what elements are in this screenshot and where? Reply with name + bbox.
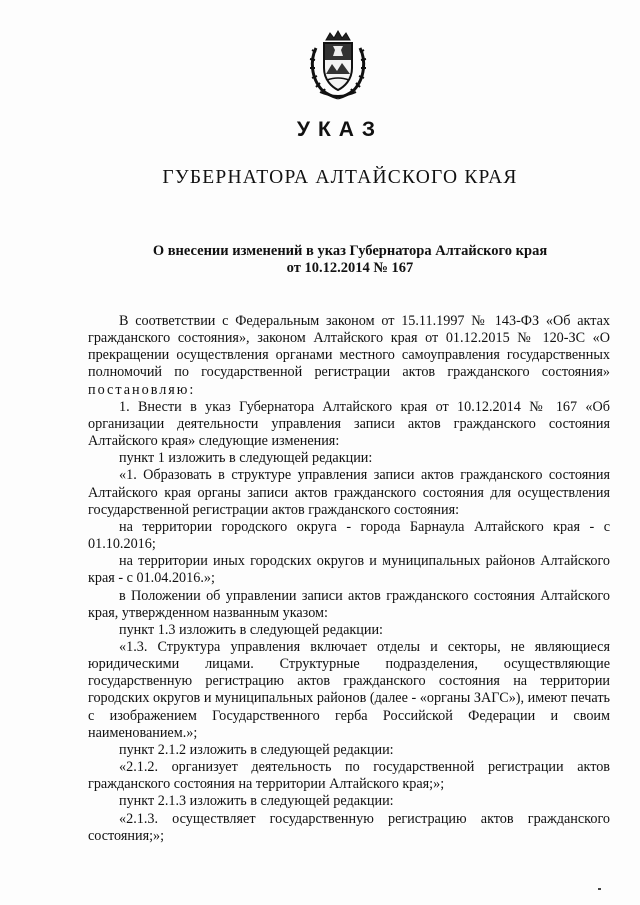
paragraph-item: «1. Образовать в структуре управления записи актов гражданского состояния Алтайского края органы записи актов гражданского состояния для осуществления государственной регистрации актов гражданского состояния: (88, 467, 610, 518)
preamble-text: В соответствии с Федеральным законом от 15.11.1997 № 143-ФЗ «Об актах гражданского состояния», законом Алтайского края от 01.12.2015 № 120-ЗС «О прекращении осуществления органами местного самоуправления государственных полномочий по государственной регистрации актов гражданского состояния» (88, 313, 610, 381)
paragraph-item: пункт 1.3 изложить в следующей редакции: (119, 621, 383, 638)
document-subtitle: ГУБЕРНАТОРА АЛТАЙСКОГО КРАЯ (162, 167, 518, 188)
document-body (88, 313, 610, 845)
paragraph-item: пункт 2.1.2 изложить в следующей редакции: (119, 741, 394, 758)
coat-of-arms-icon (306, 30, 370, 100)
page-mark (598, 888, 601, 890)
paragraph-item: пункт 1 изложить в следующей редакции: (119, 450, 373, 467)
paragraph-item: на территории иных городских округов и муниципальных районов Алтайского края - с 01.04.2016.»; (88, 553, 610, 587)
decree-colon: : (189, 381, 194, 398)
heading-line-1: О внесении изменений в указ Губернатора Алтайского края (152, 243, 548, 259)
paragraph-item: 1. Внести в указ Губернатора Алтайского края от 10.12.2014 № 167 «Об организации деятельности управления записи актов гражданского состояния Алтайского края» следующие изменения: (88, 398, 610, 450)
decree-word: постановляю (88, 381, 190, 398)
document-heading (90, 243, 610, 277)
document-title: УКАЗ (296, 118, 384, 141)
paragraph-item: пункт 2.1.3 изложить в следующей редакции: (119, 793, 394, 810)
paragraph-item: «2.1.3. осуществляет государственную регистрацию актов гражданского состояния;»; (88, 810, 610, 844)
heading-line-2: от 10.12.2014 № 167 (286, 260, 414, 276)
preamble-paragraph (88, 313, 610, 399)
paragraph-item: «1.3. Структура управления включает отделы и секторы, не являющиеся юридическими лицами. Структурные подразделения, осуществляющие государственную регистрацию актов гражданского состояния на территории городских округов и муниципальных районов (далее - «органы ЗАГС»), имеют печать с изображением Государственного герба Российской Федерации и своим наименованием.»; (88, 638, 610, 741)
paragraph-item: «2.1.2. организует деятельность по государственной регистрации актов гражданского состояния на территории Алтайского края;»; (88, 759, 610, 793)
paragraph-item: на территории городского округа - города Барнаула Алтайского края - с 01.10.2016; (88, 518, 610, 553)
paragraph-item: в Положении об управлении записи актов гражданского состояния Алтайского края, утвержденном названным указом: (88, 587, 610, 621)
